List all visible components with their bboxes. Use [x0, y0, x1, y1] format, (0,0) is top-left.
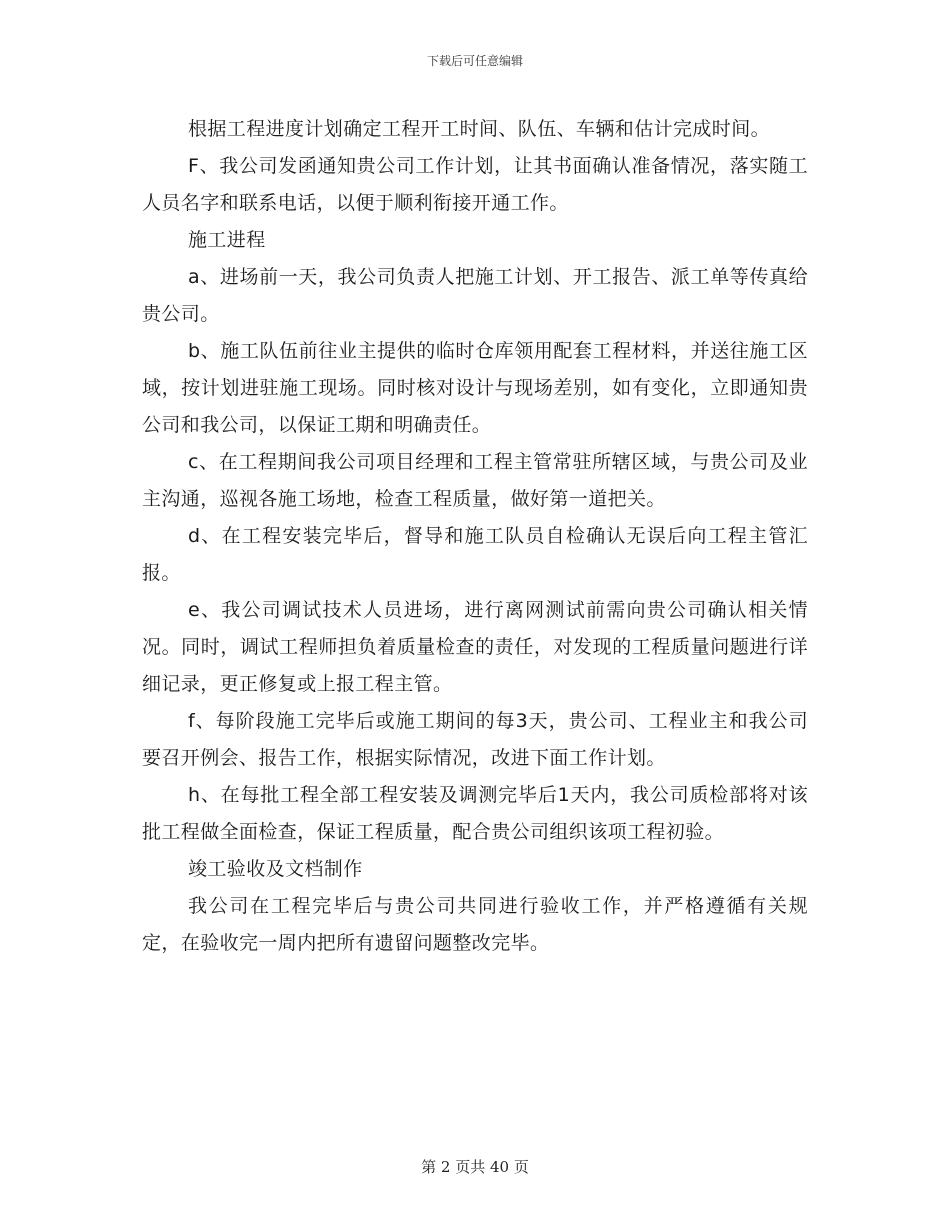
paragraph-f-meeting: f、每阶段施工完毕后或施工期间的每3天，贵公司、工程业主和我公司要召开例会、报告工作，根据实际情况，改进下面工作计划。 — [142, 710, 808, 769]
paragraph-schedule: 根据工程进度计划确定工程开工时间、队伍、车辆和估计完成时间。 — [188, 118, 771, 140]
section-heading-acceptance: 竣工验收及文档制作 — [188, 858, 363, 880]
paragraph-b: b、施工队伍前往业主提供的临时仓库领用配套工程材料，并送往施工区域，按计划进驻施工现场。同时核对设计与现场差别，如有变化，立即通知贵公司和我公司，以保证工期和明确责任。 — [142, 340, 808, 436]
paragraph-c: c、在工程期间我公司项目经理和工程主管常驻所辖区域，与贵公司及业主沟通，巡视各施工场地，检查工程质量，做好第一道把关。 — [142, 451, 808, 510]
paragraph-f: F、我公司发函通知贵公司工作计划，让其书面确认准备情况，落实随工人员名字和联系电话，以便于顺利衔接开通工作。 — [142, 155, 808, 214]
page-header: 下载后可任意编辑 — [426, 54, 523, 68]
document-body — [142, 111, 808, 962]
paragraph-d: d、在工程安装完毕后，督导和施工队员自检确认无误后向工程主管汇报。 — [142, 525, 808, 584]
paragraph-e: e、我公司调试技术人员进场，进行离网测试前需向贵公司确认相关情况。同时，调试工程师担负着质量检查的责任，对发现的工程质量问题进行详细记录，更正修复或上报工程主管。 — [142, 599, 808, 695]
paragraph-acceptance: 我公司在工程完毕后与贵公司共同进行验收工作，并严格遵循有关规定，在验收完一周内把所有遗留问题整改完毕。 — [142, 895, 808, 954]
page-number: 第 2 页共 40 页 — [421, 1158, 529, 1176]
paragraph-h: h、在每批工程全部工程安装及调测完毕后1天内，我公司质检部将对该批工程做全面检查，保证工程质量，配合贵公司组织该项工程初验。 — [142, 784, 808, 843]
paragraph-a: a、进场前一天，我公司负责人把施工计划、开工报告、派工单等传真给贵公司。 — [142, 266, 808, 325]
section-heading-construction-process: 施工进程 — [188, 229, 266, 251]
